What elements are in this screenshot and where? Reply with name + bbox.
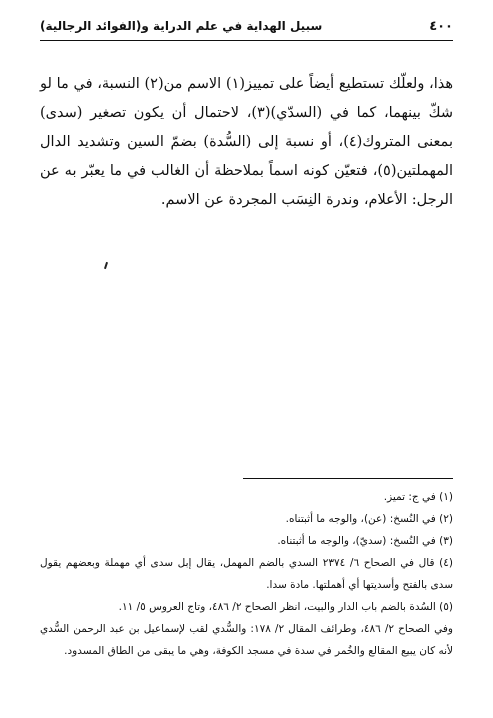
footnote-4: (٤) قال في الصحاح ٦/ ٢٣٧٤ السدي بالضم المهمل، يقال إبل سدى أي مهملة وبعضهم يقول سدى بالفتح وأسديتها أي أهملتها. مادة سدا.: [40, 557, 453, 591]
footnote-5-continuation: وفي الصحاح ٢/ ٤٨٦، وطرائف المقال ٢/ ١٧٨: والسُّدي لقب لإسماعيل بن عبد الرحمن السُّدي لأنه كان يبيع المقالع والخُمر في سدة في مسجد الكوفة، وهي ما يبقى من الطاق المسدود.: [40, 623, 453, 657]
body-paragraph: هذا، ولعلّك تستطيع أيضاً على تمييز(١) الاسم من(٢) النسبة، في ما لو شكّ بينهما، كما في (السدّي)(٣)، لاحتمال أن يكون تصغير (سدى) بمعنى المتروك(٤)، أو نسبة إلى (السُّدة) بضمّ السين وتشديد الدال المهملتين(٥)، فتعيّن كونه اسماً بملاحظة أن الغالب في ما يعبّر به عن الرجل: الأعلام، وندرة النِسَب المجردة عن الاسم.: [40, 76, 454, 208]
footnote-separator: [243, 478, 453, 479]
footnotes: [40, 486, 453, 662]
page-number: ٤٠٠: [429, 18, 453, 34]
header-rule: [40, 40, 453, 41]
footnote-2: (٢) في النُسخ: (عن)، والوجه ما أثبتناه.: [285, 513, 453, 525]
stray-ink-mark: [104, 262, 108, 269]
running-title: سبيل الهداية في علم الدراية و(الفوائد الرجالية): [40, 19, 323, 33]
page-header: [40, 14, 453, 38]
main-text: [40, 70, 453, 215]
footnote-3: (٣) في النُسخ: (سديّ)، والوجه ما أثبتناه.: [277, 535, 453, 547]
footnote-1: (١) في ج: تميز.: [383, 491, 453, 503]
footnote-5: (٥) السُدة بالضم باب الدار والبيت، انظر الصحاح ٢/ ٤٨٦، وتاج العروس ٥/ ١١.: [118, 601, 453, 613]
